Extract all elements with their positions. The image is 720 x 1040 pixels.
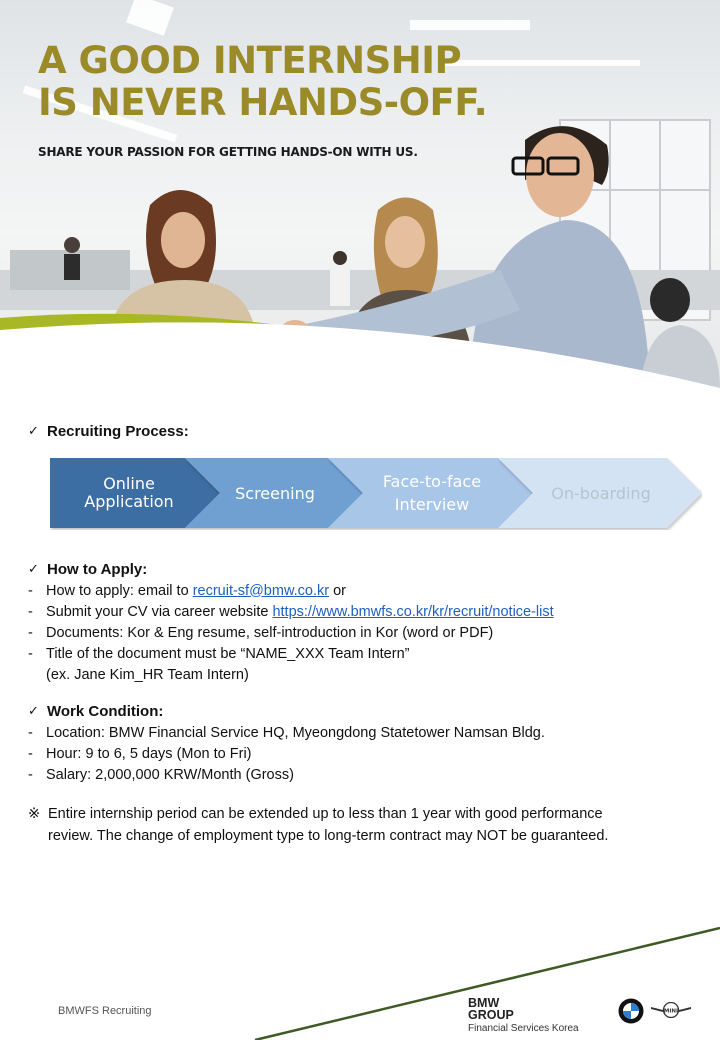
apply-item-documents: - Documents: Kor & Eng resume, self-introduction in Kor (word or PDF): [28, 624, 494, 641]
step-3-line-2: Interview: [394, 495, 470, 514]
check-icon: ✓: [28, 561, 39, 577]
hero-subhead: SHARE YOUR PASSION FOR GETTING HANDS-ON WITH US.: [38, 145, 418, 159]
work-condition-title: Work Condition:: [47, 702, 164, 720]
apply-item-website: - Submit your CV via career website https://www.bmwfs.co.kr/kr/recruit/notice-list: [28, 603, 554, 620]
bmw-group-wordmark: [468, 997, 579, 1034]
apply-item-title: - Title of the document must be “NAME_XXX Team Intern”: [28, 645, 410, 662]
career-website-link[interactable]: https://www.bmwfs.co.kr/kr/recruit/notice-list: [272, 603, 554, 620]
hero-headline: [38, 40, 487, 124]
work-hour-text: Hour: 9 to 6, 5 days (Mon to Fri): [46, 745, 252, 762]
work-item-location: - Location: BMW Financial Service HQ, Myeongdong Statetower Namsan Bldg.: [28, 724, 545, 741]
apply-title-text: Title of the document must be “NAME_XXX Team Intern”: [46, 645, 410, 662]
brand-line-2: GROUP: [468, 1008, 514, 1022]
work-salary-text: Salary: 2,000,000 KRW/Month (Gross): [46, 766, 294, 783]
apply-title-example: (ex. Jane Kim_HR Team Intern): [46, 667, 249, 683]
mini-logo: [651, 1002, 691, 1018]
main-content: [28, 420, 688, 847]
footer-recruiting-label: BMWFS Recruiting: [58, 1005, 152, 1017]
reference-mark: ※: [28, 806, 41, 822]
internship-note: [28, 803, 688, 847]
work-condition-heading: [28, 700, 688, 722]
svg-text:MINI: MINI: [663, 1008, 679, 1015]
recruit-email-link[interactable]: recruit-sf@bmw.co.kr: [192, 582, 330, 599]
apply-email-prefix: How to apply: email to: [46, 582, 193, 599]
apply-item-email: - How to apply: email to recruit-sf@bmw.co.kr or: [28, 582, 346, 599]
step-2-line-1: Screening: [235, 484, 315, 503]
step-1-line-2: Application: [84, 492, 174, 511]
headline-line-2: IS NEVER HANDS-OFF.: [38, 81, 488, 124]
how-to-apply-title: How to Apply:: [47, 560, 148, 578]
note-line-2: review. The change of employment type to long-term contract may NOT be guaranteed.: [48, 828, 609, 844]
apply-website-prefix: Submit your CV via career website: [46, 603, 273, 620]
how-to-apply-heading: [28, 558, 688, 580]
footer-green-line: [0, 920, 720, 1040]
check-icon: ✓: [28, 423, 39, 439]
recruiting-process-chevrons: [50, 458, 702, 530]
brand-line-3: Financial Services Korea: [468, 1023, 579, 1034]
step-1-line-1: Online: [103, 474, 155, 493]
step-3-line-1: Face-to-face: [382, 472, 482, 491]
brand-line-1: BMW: [468, 996, 500, 1010]
hero-banner: [0, 0, 720, 390]
check-icon: ✓: [28, 703, 39, 719]
work-item-salary: - Salary: 2,000,000 KRW/Month (Gross): [28, 766, 294, 783]
headline-line-1: A GOOD INTERNSHIP: [38, 39, 462, 82]
bmw-roundel-logo: [618, 998, 644, 1024]
recruiting-process-heading: [28, 420, 688, 442]
work-location-text: Location: BMW Financial Service HQ, Myeongdong Statetower Namsan Bldg.: [46, 724, 545, 741]
apply-documents-text: Documents: Kor & Eng resume, self-introduction in Kor (word or PDF): [46, 624, 494, 641]
apply-email-suffix: or: [329, 582, 346, 599]
recruiting-process-title: Recruiting Process:: [47, 422, 189, 440]
work-item-hour: - Hour: 9 to 6, 5 days (Mon to Fri): [28, 745, 252, 762]
note-line-1: Entire internship period can be extended up to less than 1 year with good performance: [48, 806, 603, 822]
step-4-line-1: On-boarding: [551, 484, 651, 503]
